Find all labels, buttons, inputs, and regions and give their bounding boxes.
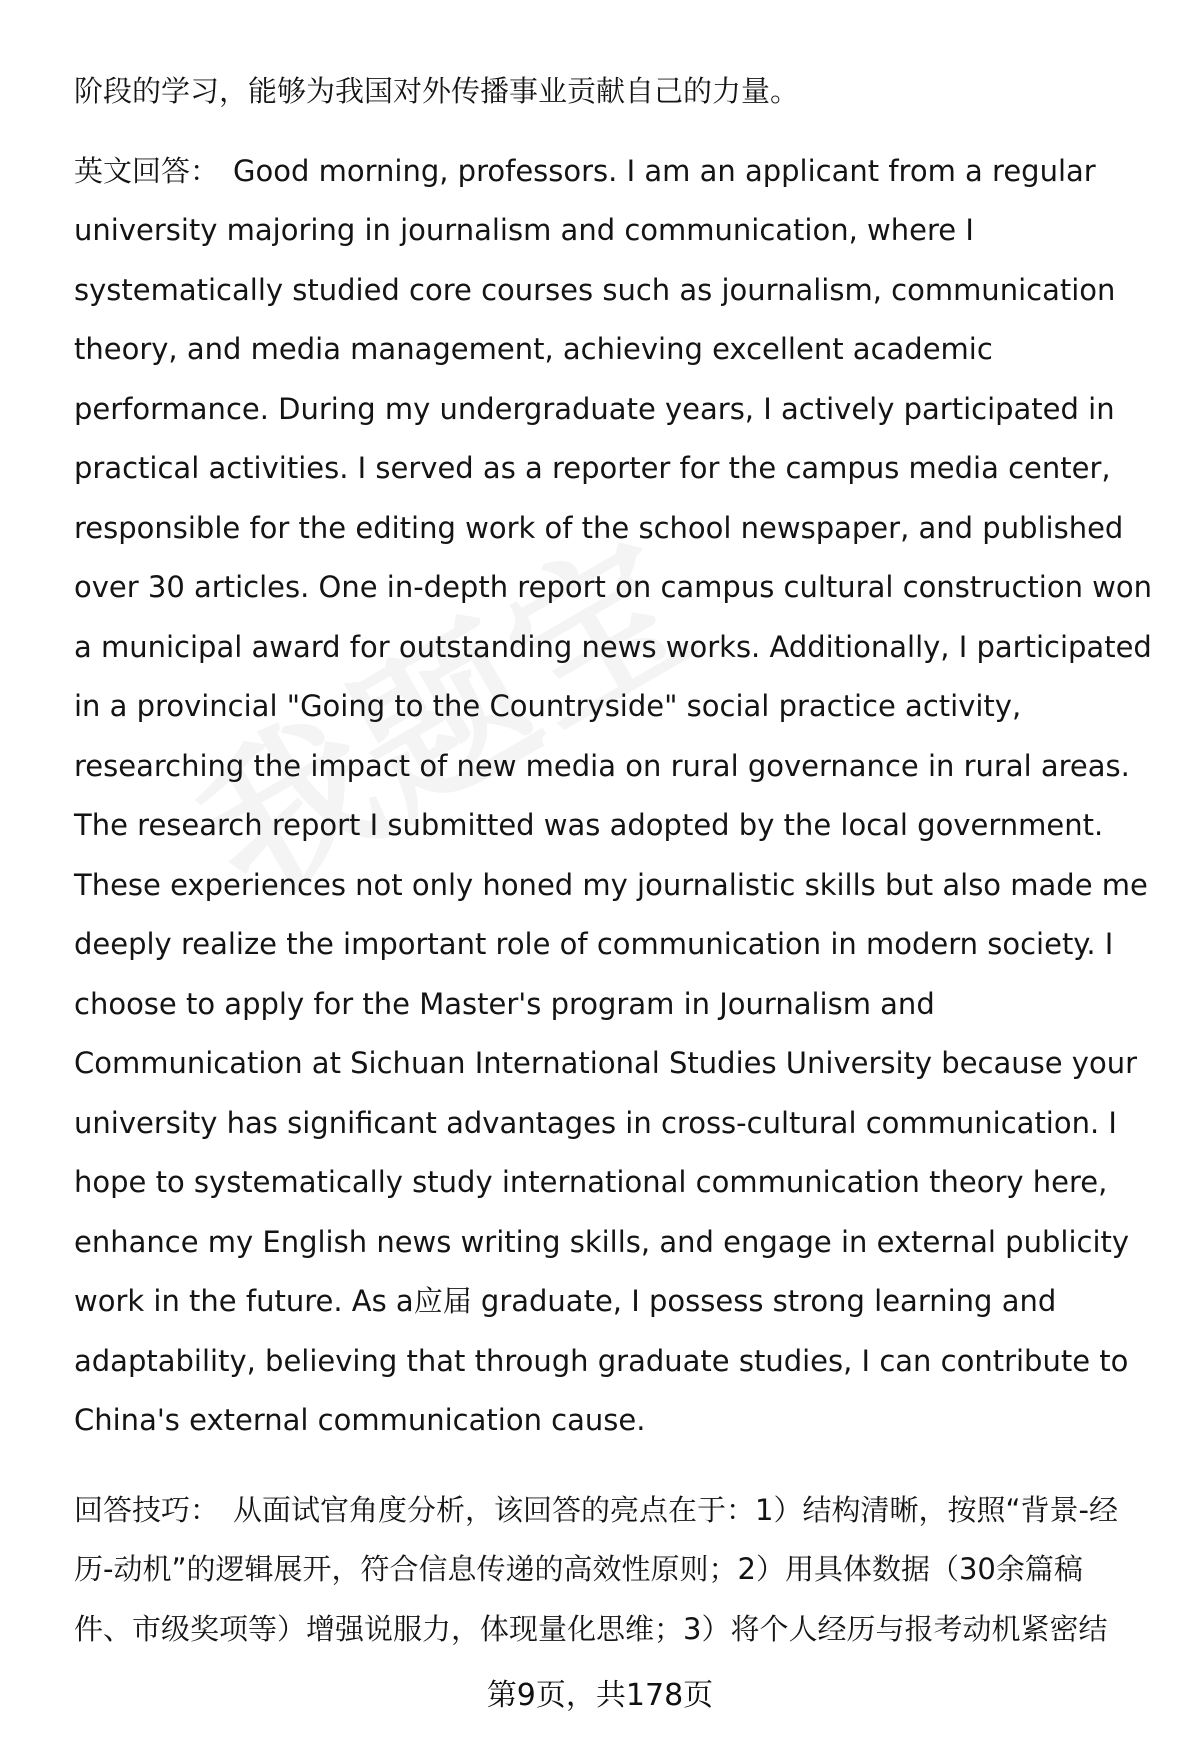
english-answer-line: deeply realize the important role of communication in modern society. I <box>74 927 1114 961</box>
english-answer-line: enhance my English news writing skills, and engage in external publicity <box>74 1224 1130 1259</box>
tips-line: 历-动机”的逻辑展开，符合信息传递的高效性原则；2）用具体数据（30余篇稿 <box>74 1552 1083 1586</box>
tips-label: 回答技巧： <box>74 1492 220 1527</box>
english-answer-line: These experiences not only honed my journalistic skills but also made me <box>74 867 1148 902</box>
tips-line: 回答技巧： 从面试官角度分析，该回答的亮点在于：1）结构清晰，按照“背景-经 <box>74 1492 1118 1527</box>
english-answer-line: theory, and media management, achieving excellent academic <box>74 332 993 366</box>
english-answer-line: Communication at Sichuan International Studies University because your <box>74 1046 1138 1080</box>
intro-line: 阶段的学习，能够为我国对外传播事业贡献自己的力量。 <box>74 74 800 108</box>
english-answer-line: choose to apply for the Master's program in Journalism and <box>74 986 935 1021</box>
english-answer-label: 英文回答： <box>74 153 220 188</box>
tips-line: 件、市级奖项等）增强说服力，体现量化思维；3）将个人经历与报考动机紧密结 <box>74 1611 1108 1646</box>
english-answer-line: work in the future. As a应届 graduate, I possess strong learning and <box>74 1284 1057 1318</box>
english-answer-line: over 30 articles. One in-depth report on campus cultural construction won <box>74 570 1153 604</box>
english-answer-line: in a provincial "Going to the Countryside" social practice activity, <box>74 689 1022 723</box>
english-answer-line: adaptability, believing that through graduate studies, I can contribute to <box>74 1343 1129 1378</box>
english-answer-line: The research report I submitted was adopted by the local government. <box>74 808 1104 842</box>
english-answer-section <box>74 142 1153 1451</box>
english-answer-line: practical activities. I served as a reporter for the campus media center, <box>74 451 1111 485</box>
english-answer-line: systematically studied core courses such as journalism, communication <box>74 272 1116 307</box>
english-answer-line: researching the impact of new media on rural governance in rural areas. <box>74 748 1130 783</box>
english-answer-line: China's external communication cause. <box>74 1403 646 1437</box>
answer-tips-section <box>74 1481 1134 1660</box>
english-answer-line: a municipal award for outstanding news works. Additionally, I participated <box>74 629 1152 664</box>
english-answer-line: responsible for the editing work of the school newspaper, and published <box>74 510 1124 545</box>
english-answer-line: hope to systematically study international communication theory here, <box>74 1165 1108 1199</box>
page-number: 第9页，共178页 <box>486 1678 714 1713</box>
english-answer-line: university has significant advantages in cross-cultural communication. I <box>74 1105 1117 1140</box>
english-answer-line: university majoring in journalism and communication, where I <box>74 213 974 247</box>
english-answer-line: performance. During my undergraduate years, I actively participated in <box>74 391 1115 426</box>
document-body <box>74 62 1153 1659</box>
english-answer-line: 英文回答： Good morning, professors. I am an applicant from a regular <box>74 153 1096 188</box>
